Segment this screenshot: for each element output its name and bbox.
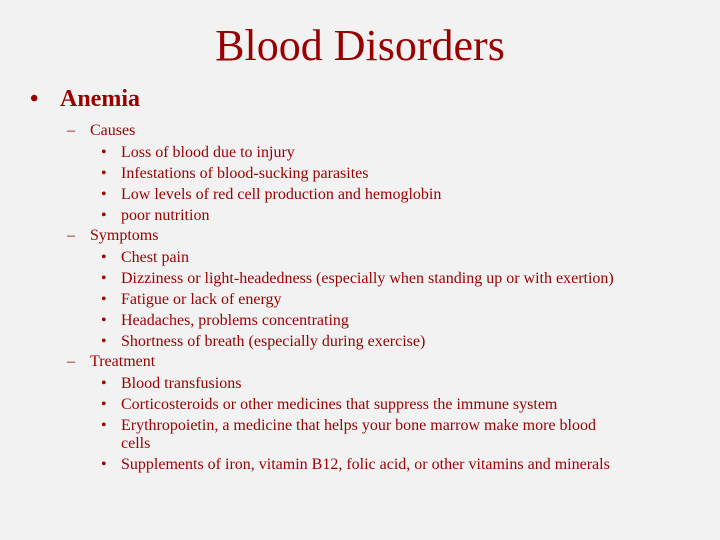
dash-marker: – [67, 122, 75, 139]
list-item [101, 375, 690, 393]
list-item [101, 417, 690, 453]
bullet-marker: • [101, 291, 107, 308]
bullet-marker: • [101, 270, 107, 287]
bullet-marker: • [101, 186, 107, 203]
main-bullet [30, 84, 690, 114]
bullet-marker: • [101, 375, 107, 392]
bullet-marker: • [101, 207, 107, 224]
list-item-text: Dizziness or light-headedness (especially when standing up or with exertion) [121, 270, 614, 287]
dash-marker: – [67, 353, 75, 370]
list-item-text: Shortness of breath (especially during exercise) [121, 333, 426, 350]
anemia-heading: Anemia [60, 86, 140, 112]
section-label-row [67, 120, 690, 141]
dash-marker: – [67, 227, 75, 244]
bullet-marker: • [101, 417, 107, 434]
list-item [101, 456, 690, 474]
list-item [101, 396, 690, 414]
bullet-marker: • [101, 456, 107, 473]
slide-title: Blood Disorders [215, 21, 505, 70]
section-symptoms [30, 225, 690, 351]
section-label: Causes [90, 122, 136, 139]
list-item-text: Low levels of red cell production and hemoglobin [121, 186, 442, 203]
section-label: Treatment [90, 353, 156, 370]
list-item [101, 291, 690, 309]
list-item-text: Loss of blood due to injury [121, 144, 295, 161]
section-label: Symptoms [90, 227, 159, 244]
list-item [101, 249, 690, 267]
list-item-text: Supplements of iron, vitamin B12, folic acid, or other vitamins and minerals [121, 456, 610, 473]
list-item-text: Chest pain [121, 249, 189, 266]
bullet-marker: • [101, 333, 107, 350]
list-item [101, 270, 690, 288]
list-item [101, 207, 690, 225]
list-item [101, 312, 690, 330]
bullet-marker: • [101, 396, 107, 413]
list-item-text: Fatigue or lack of energy [121, 291, 282, 308]
section-causes [30, 120, 690, 225]
list-item [101, 144, 690, 162]
bullet-marker: • [101, 144, 107, 161]
list-item [101, 333, 690, 351]
list-item-text: Corticosteroids or other medicines that suppress the immune system [121, 396, 558, 413]
slide-content [30, 84, 690, 474]
section-label-row [67, 225, 690, 246]
bullet-marker: • [101, 165, 107, 182]
list-item [101, 186, 690, 204]
bullet-marker: • [30, 86, 39, 112]
section-label-row [67, 351, 690, 372]
bullet-marker: • [101, 249, 107, 266]
list-item-text: Infestations of blood-sucking parasites [121, 165, 369, 182]
list-item-text: poor nutrition [121, 207, 210, 224]
list-item-text: Headaches, problems concentrating [121, 312, 349, 329]
section-treatment [30, 351, 690, 474]
list-item-text: Blood transfusions [121, 375, 242, 392]
bullet-marker: • [101, 312, 107, 329]
list-item-text: Erythropoietin, a medicine that helps your bone marrow make more blood cells [121, 417, 596, 452]
list-item [101, 165, 690, 183]
